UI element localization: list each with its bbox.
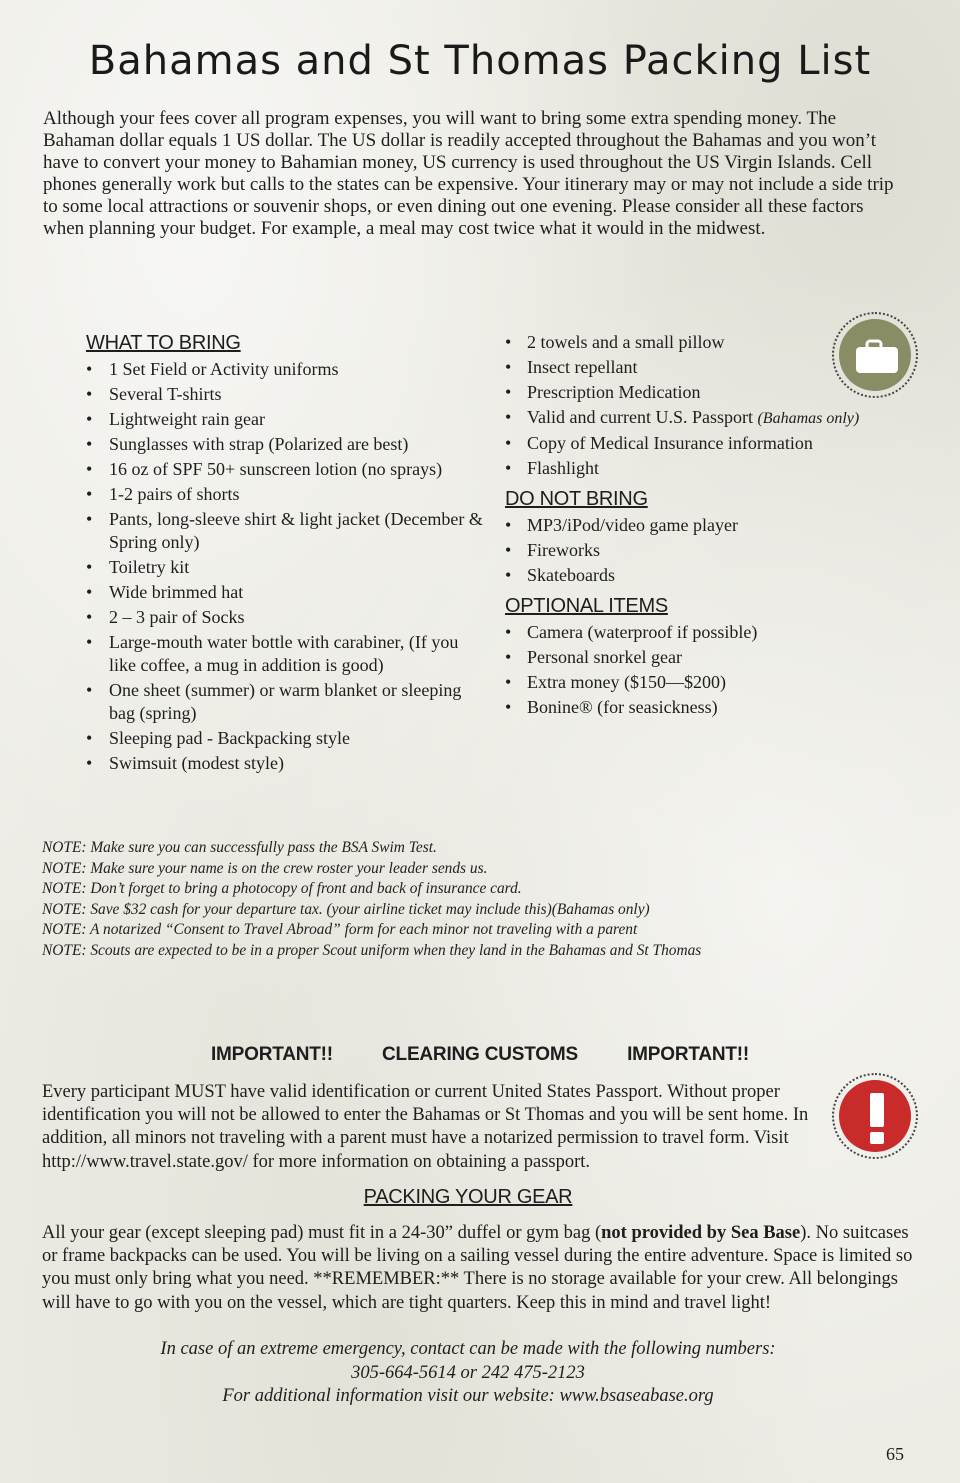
emergency-contact — [0, 1338, 936, 1409]
alert-badge — [832, 1073, 918, 1159]
packing-heading: PACKING YOUR GEAR — [363, 1186, 573, 1208]
list-item: • 16 oz of SPF 50+ sunscreen lotion (no sprays) — [86, 458, 486, 481]
list-item: • Flashlight — [505, 457, 905, 480]
list-item: • Copy of Medical Insurance information — [505, 432, 905, 455]
list-item: • 1 Set Field or Activity uniforms — [86, 358, 486, 381]
list-item: • Several T-shirts — [86, 383, 486, 406]
suitcase-badge — [832, 312, 918, 398]
important-label-left: IMPORTANT!! — [210, 1044, 333, 1065]
list-item — [505, 406, 905, 430]
optional-items-heading: OPTIONAL ITEMS — [505, 595, 668, 617]
list-item: • One sheet (summer) or warm blanket or sleeping bag (spring) — [86, 679, 486, 725]
list-item: • Personal snorkel gear — [505, 646, 905, 669]
note-line: NOTE: Don’t forget to bring a photocopy of front and back of insurance card. — [42, 880, 522, 897]
what-to-bring-list — [86, 358, 486, 775]
suitcase-icon — [834, 314, 920, 400]
list-item: • Wide brimmed hat — [86, 581, 486, 604]
website-line: For additional information visit our website: www.bsaseabase.org — [222, 1386, 714, 1406]
note-line: NOTE: A notarized “Consent to Travel Abroad” form for each minor not traveling with a parent — [42, 921, 638, 938]
note-line: NOTE: Scouts are expected to be in a proper Scout uniform when they land in the Bahamas and St Thomas — [42, 941, 702, 959]
list-item: • Toiletry kit — [86, 556, 486, 579]
list-item: • Bonine® (for seasickness) — [505, 696, 905, 719]
note-line: NOTE: Save $32 cash for your departure tax. (your airline ticket may include this)(Bahamas only) — [42, 900, 650, 918]
list-item: • Prescription Medication — [505, 381, 905, 404]
list-item: • Extra money ($150—$200) — [505, 671, 905, 694]
note-line: NOTE: Make sure your name is on the crew roster your leader sends us. — [42, 859, 488, 877]
list-item: • Skateboards — [505, 564, 905, 587]
list-item: • 1-2 pairs of shorts — [86, 483, 486, 506]
emergency-phone: 305-664-5614 or 242 475-2123 — [351, 1362, 585, 1383]
list-item: • Camera (waterproof if possible) — [505, 621, 905, 644]
what-to-bring-section — [86, 330, 486, 777]
customs-header — [0, 1044, 960, 1066]
passport-note: (Bahamas only) — [757, 410, 860, 427]
important-label-right: IMPORTANT!! — [627, 1044, 750, 1065]
packing-paragraph — [42, 1222, 922, 1315]
what-to-bring-heading: WHAT TO BRING — [86, 332, 241, 354]
do-not-bring-heading: DO NOT BRING — [505, 488, 648, 510]
list-item: • Large-mouth water bottle with carabiner, (If you like coffee, a mug in addition is good) — [86, 631, 486, 677]
list-item: • Sunglasses with strap (Polarized are best) — [86, 433, 486, 456]
packing-text-after: ). No suitcases or frame backpacks can be used. You will be living on a sailing vessel during the entire adventure. Space is limited so you must only bring what you need. **REMEMBER:** There is no storage available for your crew. All belongings will have to go with you on the vessel, which are tight quarters. Keep this in mind and travel light! — [42, 1223, 913, 1313]
list-item: • 2 towels and a small pillow — [505, 331, 905, 354]
customs-paragraph: Every participant MUST have valid identification or current United States Passport. Without proper identification you will not be allowed to enter the Bahamas or St Thomas and you will be sent home. In addition, all minors not traveling with a parent must have a notarized permission to travel form. Visit http://www.travel.state.gov/ for more information on obtaining a passport. — [42, 1082, 809, 1172]
passport-item-label: Valid and current U.S. Passport — [527, 407, 753, 427]
packing-text-before: All your gear (except sleeping pad) must fit in a 24-30” duffel or gym bag ( — [42, 1223, 602, 1243]
list-item: • Swimsuit (modest style) — [86, 752, 486, 775]
exclamation-icon — [834, 1075, 920, 1161]
customs-heading: CLEARING CUSTOMS — [382, 1044, 578, 1065]
do-not-bring-list — [505, 514, 905, 587]
list-item: • MP3/iPod/video game player — [505, 514, 905, 537]
list-item: • Insect repellant — [505, 356, 905, 379]
list-item: • Sleeping pad - Backpacking style — [86, 727, 486, 750]
page-title: Bahamas and St Thomas Packing List — [88, 38, 872, 84]
list-item: • Lightweight rain gear — [86, 408, 486, 431]
note-line: NOTE: Make sure you can successfully pass the BSA Swim Test. — [42, 839, 437, 856]
list-item: • Fireworks — [505, 539, 905, 562]
emergency-line: In case of an extreme emergency, contact can be made with the following numbers: — [160, 1339, 776, 1359]
list-item: • Pants, long-sleeve shirt & light jacket (December & Spring only) — [86, 508, 486, 554]
packing-text-bold: not provided by Sea Base — [601, 1223, 801, 1243]
list-item: • 2 – 3 pair of Socks — [86, 606, 486, 629]
notes-block — [42, 838, 922, 961]
page-number: 65 — [886, 1444, 904, 1464]
optional-items-list — [505, 621, 905, 719]
intro-paragraph: Although your fees cover all program expenses, you will want to bring some extra spending money. The Bahaman dollar equals 1 US dollar. The US dollar is readily accepted throughout the Bahamas and you won’t have to convert your money to Bahamian money, US currency is used throughout the US Virgin Islands. Cell phones generally work but calls to the states can be expensive. Your itinerary may or may not include a side trip to some local attractions or souvenir shops, or even dining out one evening. Please consider all these factors when planning your budget. For example, a meal may cost twice what it would in the midwest. — [43, 108, 894, 239]
